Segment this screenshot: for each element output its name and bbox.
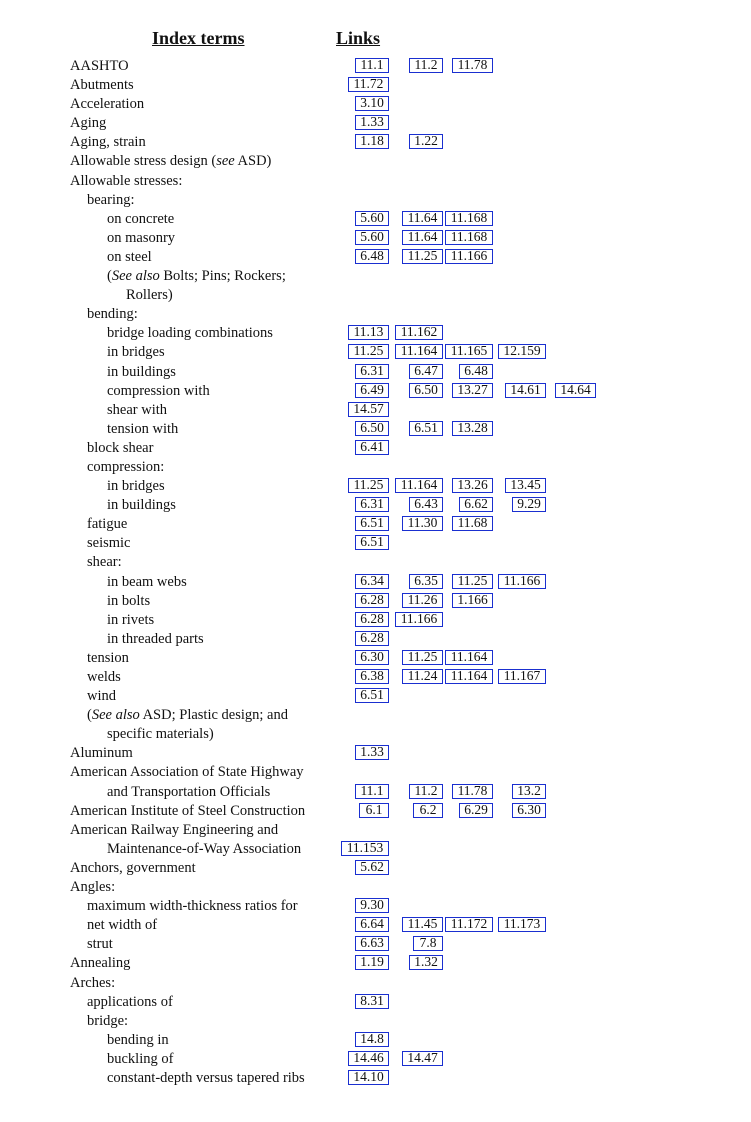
index-term xyxy=(87,515,127,534)
index-term-text: compression with xyxy=(107,382,210,399)
index-term-text: on concrete xyxy=(107,210,175,227)
page-link[interactable]: 6.34 xyxy=(355,574,389,589)
index-term xyxy=(70,57,129,76)
index-entry xyxy=(0,267,751,286)
index-term xyxy=(87,1012,128,1031)
page-link[interactable]: 1.19 xyxy=(355,955,389,970)
index-term-text: on steel xyxy=(107,248,152,265)
index-term-text: specific materials) xyxy=(107,726,214,743)
page-link[interactable]: 6.63 xyxy=(355,936,389,951)
index-term xyxy=(87,534,131,553)
index-term-text: bridge: xyxy=(87,1012,129,1029)
index-entry xyxy=(0,286,751,305)
page-link[interactable]: 11.13 xyxy=(348,325,389,340)
index-term xyxy=(87,706,288,725)
index-entry xyxy=(0,496,751,515)
index-term xyxy=(107,248,152,267)
page-link[interactable]: 12.159 xyxy=(498,344,546,359)
index-term-text: AASHTO xyxy=(70,58,129,74)
index-entry xyxy=(0,821,751,840)
index-term-text: bending in xyxy=(107,1031,169,1048)
page-link[interactable]: 6.51 xyxy=(355,516,389,531)
index-term-text: Aluminum xyxy=(70,745,133,762)
index-entry xyxy=(0,382,751,401)
page-link[interactable]: 14.64 xyxy=(555,383,596,398)
index-term xyxy=(70,878,115,897)
index-term xyxy=(107,783,270,802)
index-term-text: buckling of xyxy=(107,1050,174,1067)
page-link[interactable]: 11.162 xyxy=(395,325,443,340)
page-link[interactable]: 6.62 xyxy=(459,497,493,512)
index-term-text: Allowable stress design ( xyxy=(70,153,217,170)
index-term xyxy=(107,210,174,229)
page-link[interactable]: 8.31 xyxy=(355,994,389,1009)
index-entry xyxy=(0,534,751,553)
index-entry xyxy=(0,229,751,248)
index-entry xyxy=(0,439,751,458)
index-entry xyxy=(0,477,751,496)
index-term-text: bending: xyxy=(87,306,138,323)
page-link[interactable]: 14.46 xyxy=(348,1051,389,1066)
index-term-text: Aging xyxy=(70,115,107,132)
index-term xyxy=(87,668,121,687)
page-link[interactable]: 11.25 xyxy=(402,249,443,264)
page-link[interactable]: 6.28 xyxy=(355,631,389,646)
index-entry xyxy=(0,343,751,362)
index-term xyxy=(107,401,167,420)
index-term xyxy=(107,363,176,382)
index-term-text: Anchors, government xyxy=(70,859,196,876)
index-term xyxy=(70,821,278,840)
page-link[interactable]: 1.32 xyxy=(409,955,443,970)
page-link[interactable]: 5.60 xyxy=(355,211,389,226)
index-term-text: fatigue xyxy=(87,516,128,533)
page-link[interactable]: 6.48 xyxy=(459,364,493,379)
index-term xyxy=(70,172,182,191)
page-link[interactable]: 14.57 xyxy=(348,402,389,417)
page-link[interactable]: 7.8 xyxy=(413,936,443,951)
page-link[interactable]: 6.28 xyxy=(355,593,389,608)
index-entry xyxy=(0,840,751,859)
index-entry xyxy=(0,783,751,802)
index-entry xyxy=(0,725,751,744)
links-heading: Links xyxy=(336,28,381,48)
page-link[interactable]: 11.164 xyxy=(395,344,443,359)
index-term-text: Abutments xyxy=(70,77,134,94)
index-term-text: block shear xyxy=(87,439,154,456)
index-entry xyxy=(0,1012,751,1031)
page-link[interactable]: 6.38 xyxy=(355,669,389,684)
index-entry xyxy=(0,1050,751,1069)
page-link[interactable]: 11.167 xyxy=(498,669,546,684)
page-link[interactable]: 6.51 xyxy=(409,421,443,436)
index-entry xyxy=(0,95,751,114)
page-link[interactable]: 11.25 xyxy=(348,344,389,359)
page-link[interactable]: 6.51 xyxy=(355,535,389,550)
page-link[interactable]: 6.49 xyxy=(355,383,389,398)
index-term xyxy=(107,343,165,362)
index-term xyxy=(87,897,298,916)
index-term xyxy=(107,324,273,343)
page-link[interactable]: 11.173 xyxy=(498,917,546,932)
page-link[interactable]: 5.62 xyxy=(355,860,389,875)
index-entry xyxy=(0,916,751,935)
index-entry xyxy=(0,191,751,210)
index-term-text: seismic xyxy=(87,535,131,552)
index-term xyxy=(87,305,138,324)
index-entry xyxy=(0,706,751,725)
page-link[interactable]: 6.2 xyxy=(413,803,443,818)
index-entry xyxy=(0,668,751,687)
page-link[interactable]: 6.47 xyxy=(409,364,443,379)
index-term xyxy=(107,1069,305,1088)
page-link[interactable]: 5.60 xyxy=(355,230,389,245)
page-link[interactable]: 11.25 xyxy=(348,478,389,493)
index-entry xyxy=(0,897,751,916)
index-term xyxy=(87,439,153,458)
index-term-text: Bolts; Pins; Rockers; xyxy=(159,268,286,285)
page-link[interactable]: 11.172 xyxy=(445,917,493,932)
index-term xyxy=(87,191,135,210)
page-link[interactable]: 6.43 xyxy=(409,497,443,512)
index-entry xyxy=(0,57,751,76)
index-term-italic: See also xyxy=(111,268,160,285)
page-link[interactable]: 6.31 xyxy=(355,364,389,379)
index-term-text: wind xyxy=(87,688,116,705)
page-link[interactable]: 11.153 xyxy=(341,841,389,856)
index-term-text: Annealing xyxy=(70,955,131,972)
index-entry xyxy=(0,1069,751,1088)
page-link[interactable]: 6.31 xyxy=(355,497,389,512)
index-entry xyxy=(0,1031,751,1050)
page-link[interactable]: 13.45 xyxy=(505,478,546,493)
page-link[interactable]: 11.26 xyxy=(402,593,443,608)
index-term xyxy=(107,1031,169,1050)
index-term-text: Arches: xyxy=(70,974,116,991)
index-entry xyxy=(0,630,751,649)
index-term-text: Allowable stresses: xyxy=(70,172,183,189)
index-entry xyxy=(0,974,751,993)
index-term xyxy=(107,725,214,744)
index-term xyxy=(70,974,115,993)
index-term-text: Rollers) xyxy=(126,287,173,304)
index-term-text: strut xyxy=(87,936,113,953)
page-link[interactable]: 6.29 xyxy=(459,803,493,818)
index-term xyxy=(107,477,165,496)
index-term-text: in rivets xyxy=(107,611,155,628)
index-entry xyxy=(0,363,751,382)
index-term-text: in beam webs xyxy=(107,573,187,590)
page-link[interactable]: 13.26 xyxy=(452,478,493,493)
index-term-text: on masonry xyxy=(107,229,176,246)
page-link[interactable]: 11.1 xyxy=(355,58,389,73)
index-term-text: in bridges xyxy=(107,344,165,361)
page-link[interactable]: 1.22 xyxy=(409,134,443,149)
index-term-text: net width of xyxy=(87,917,158,934)
index-term xyxy=(70,802,305,821)
index-term-text: in buildings xyxy=(107,497,176,514)
page-link[interactable]: 11.1 xyxy=(355,784,389,799)
page-link[interactable]: 11.164 xyxy=(445,669,493,684)
index-term-text: Angles: xyxy=(70,879,116,896)
page-link[interactable]: 11.25 xyxy=(402,650,443,665)
page-link[interactable]: 1.33 xyxy=(355,115,389,130)
page-link[interactable]: 11.166 xyxy=(395,612,443,627)
index-term-text: in buildings xyxy=(107,363,176,380)
page-link[interactable]: 11.30 xyxy=(402,516,443,531)
index-term xyxy=(107,840,301,859)
page-link[interactable]: 11.24 xyxy=(402,669,443,684)
page-link[interactable]: 6.64 xyxy=(355,917,389,932)
index-entry xyxy=(0,611,751,630)
index-term-text: compression: xyxy=(87,458,165,475)
index-term-text: constant-depth versus tapered ribs xyxy=(107,1069,305,1086)
page-link[interactable]: 1.18 xyxy=(355,134,389,149)
page-link[interactable]: 11.164 xyxy=(395,478,443,493)
index-term-text: tension xyxy=(87,649,129,666)
index-term xyxy=(87,993,173,1012)
page-link[interactable]: 11.68 xyxy=(452,516,493,531)
page-link[interactable]: 11.64 xyxy=(402,230,443,245)
page-link[interactable]: 11.2 xyxy=(409,58,443,73)
index-entry xyxy=(0,515,751,534)
index-entry xyxy=(0,324,751,343)
index-entry xyxy=(0,573,751,592)
index-term-text: bridge loading combinations xyxy=(107,325,273,342)
page-link[interactable]: 11.78 xyxy=(452,784,493,799)
page-link[interactable]: 11.2 xyxy=(409,784,443,799)
page-link[interactable]: 6.48 xyxy=(355,249,389,264)
index-term-italic: see xyxy=(216,153,235,170)
index-entry xyxy=(0,114,751,133)
index-term-text: Acceleration xyxy=(70,96,145,113)
index-term xyxy=(107,267,286,286)
index-term xyxy=(70,763,304,782)
page-link[interactable]: 11.72 xyxy=(348,77,389,92)
page-link[interactable]: 11.168 xyxy=(445,230,493,245)
index-term xyxy=(107,630,204,649)
index-term xyxy=(70,744,133,763)
page-link[interactable]: 13.28 xyxy=(452,421,493,436)
page-link[interactable]: 3.10 xyxy=(355,96,389,111)
index-term xyxy=(107,229,175,248)
index-term xyxy=(70,76,134,95)
page-link[interactable]: 11.166 xyxy=(445,249,493,264)
page-link[interactable]: 6.51 xyxy=(355,688,389,703)
index-term-text: tension with xyxy=(107,420,179,437)
index-term-text: ASD; Plastic design; and xyxy=(139,707,288,724)
index-entry xyxy=(0,802,751,821)
index-term xyxy=(107,382,210,401)
index-term xyxy=(107,420,178,439)
index-entry xyxy=(0,878,751,897)
page-link[interactable]: 11.45 xyxy=(402,917,443,932)
index-entry xyxy=(0,458,751,477)
index-term-text: in bolts xyxy=(107,592,151,609)
index-entry xyxy=(0,76,751,95)
index-entry xyxy=(0,649,751,668)
index-term-text: Aging, strain xyxy=(70,134,146,151)
index-term-text: ( xyxy=(87,707,92,724)
index-entry xyxy=(0,935,751,954)
index-term xyxy=(70,152,271,171)
index-term xyxy=(107,573,187,592)
page-link[interactable]: 13.27 xyxy=(452,383,493,398)
index-term xyxy=(87,935,113,954)
index-term xyxy=(107,611,154,630)
index-term-text: in threaded parts xyxy=(107,630,204,647)
index-term xyxy=(70,133,146,152)
page-link[interactable]: 14.61 xyxy=(505,383,546,398)
page-link[interactable]: 6.30 xyxy=(355,650,389,665)
index-entry xyxy=(0,420,751,439)
index-term-text: bearing: xyxy=(87,191,135,208)
index-term-text: shear with xyxy=(107,401,167,418)
page-link[interactable]: 13.2 xyxy=(512,784,546,799)
page-link[interactable]: 11.64 xyxy=(402,211,443,226)
page-link[interactable]: 6.28 xyxy=(355,612,389,627)
index-term xyxy=(70,114,106,133)
index-entry xyxy=(0,687,751,706)
page-link[interactable]: 1.33 xyxy=(355,745,389,760)
index-term-text: shear: xyxy=(87,554,122,571)
index-term xyxy=(107,496,176,515)
index-term-italic: See also xyxy=(91,707,140,724)
index-term xyxy=(87,649,129,668)
index-entry xyxy=(0,993,751,1012)
index-entry xyxy=(0,248,751,267)
page-link[interactable]: 11.78 xyxy=(452,58,493,73)
page-link[interactable]: 6.35 xyxy=(409,574,443,589)
page-link[interactable]: 9.29 xyxy=(512,497,546,512)
index-entry xyxy=(0,133,751,152)
index-entry xyxy=(0,744,751,763)
index-entry xyxy=(0,172,751,191)
index-term xyxy=(87,687,116,706)
page-link[interactable]: 14.47 xyxy=(402,1051,443,1066)
page-link[interactable]: 1.166 xyxy=(452,593,493,608)
index-entry xyxy=(0,305,751,324)
page-link[interactable]: 11.165 xyxy=(445,344,493,359)
index-term xyxy=(70,954,130,973)
index-term-text: American Railway Engineering and xyxy=(70,821,279,838)
index-term-text: American Institute of Steel Construction xyxy=(70,802,306,819)
index-term-text: in bridges xyxy=(107,478,165,495)
index-term-text: maximum width-thickness ratios for xyxy=(87,898,298,915)
page-link[interactable]: 9.30 xyxy=(355,898,389,913)
index-term-text: applications of xyxy=(87,993,173,1010)
index-term xyxy=(126,286,173,305)
index-term xyxy=(70,95,144,114)
index-entry xyxy=(0,859,751,878)
index-term xyxy=(87,553,122,572)
index-term-text: and Transportation Officials xyxy=(107,783,271,800)
index-terms-heading: Index terms xyxy=(152,28,245,48)
index-entry xyxy=(0,210,751,229)
index-term-text: ASD) xyxy=(234,153,272,170)
page-link[interactable]: 11.166 xyxy=(498,574,546,589)
index-term xyxy=(87,916,157,935)
page-link[interactable]: 11.164 xyxy=(445,650,493,665)
page-link[interactable]: 11.168 xyxy=(445,211,493,226)
page-link[interactable]: 14.8 xyxy=(355,1032,389,1047)
page-link[interactable]: 14.10 xyxy=(348,1070,389,1085)
index-entry xyxy=(0,763,751,782)
index-term xyxy=(87,458,164,477)
index-term xyxy=(107,592,150,611)
index-entry xyxy=(0,401,751,420)
page-link[interactable]: 6.1 xyxy=(359,803,389,818)
index-list xyxy=(0,57,751,1088)
index-entry xyxy=(0,152,751,171)
page-link[interactable]: 11.25 xyxy=(452,574,493,589)
index-term-text: American Association of State Highway xyxy=(70,764,304,781)
index-term xyxy=(70,859,196,878)
index-term xyxy=(107,1050,173,1069)
index-entry xyxy=(0,954,751,973)
page-link[interactable]: 6.30 xyxy=(512,803,546,818)
page-link[interactable]: 6.50 xyxy=(355,421,389,436)
page-link[interactable]: 6.41 xyxy=(355,440,389,455)
index-term-text: welds xyxy=(87,669,121,685)
index-term-text: Maintenance-of-Way Association xyxy=(107,840,302,857)
index-term-text: ( xyxy=(107,268,112,285)
index-entry xyxy=(0,592,751,611)
index-entry xyxy=(0,553,751,572)
page-link[interactable]: 6.50 xyxy=(409,383,443,398)
